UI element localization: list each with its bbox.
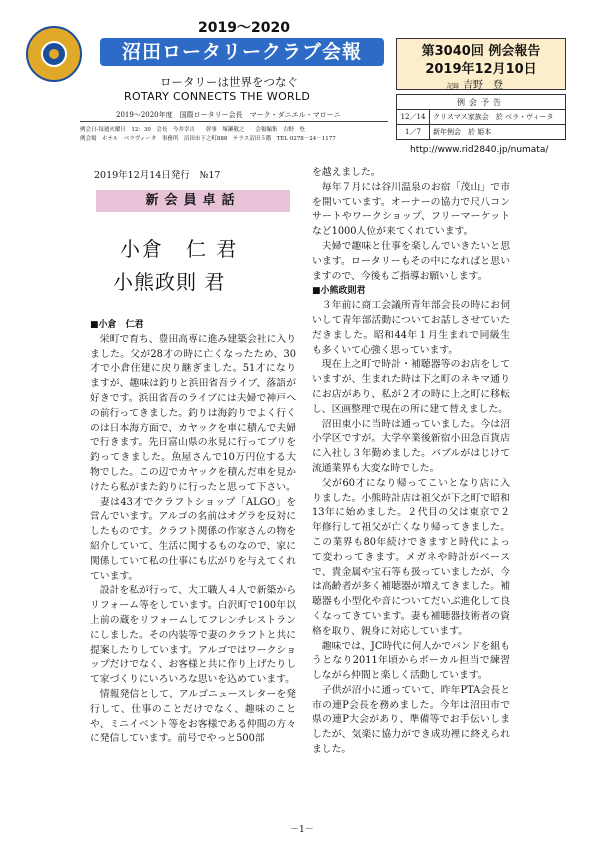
schedule-row: 1／7 新年例会 於 姫本 (397, 125, 566, 140)
club-name-banner: 沼田ロータリークラブ会報 (100, 38, 384, 66)
header-divider (80, 121, 388, 122)
article-column-2 (312, 166, 510, 758)
article-column-1 (90, 318, 296, 747)
speaker-name-1: 小倉 仁 君 (120, 237, 239, 261)
paragraph: 趣味では、JC時代に何人かでバンドを組もうとなり2011年頃からボーカル担当で練習しながら仲間と楽しく活動しています。 (312, 640, 510, 682)
slogan-ja: ロータリーは世界をつなぐ (160, 75, 298, 89)
paragraph: 現在上之町で時計・補聴器等のお店をしていますが、生まれた時は下之町のネキマ通りにお店があり、私が２才の時に上之町に移転し、区画整理で現在の所に建て替えました。 (312, 359, 510, 415)
paragraph: 栄町で育ち、豊田高専に進み建築会社に入りました。父が28才の時に亡くなったため、30才で小倉住建に戻り継ぎました。51才になりますが、趣味は釣りと浜田省吾ライブ、落語が好きです。浜田省吾のライブには夫婦で神戸への前行ってきました。釣りは海釣りでよく行くのは日本海方面で、カヤックを車に積んで夫婦で行きます。先日富山県の氷見に行ってブリを釣ってきました。魚屋さんで10万円位する大物でした。この辺でカヤックを積んだ車を見かけたら私がまた釣りに行ったと思って下さい。 (90, 333, 296, 493)
schedule-heading: 例会予告 (397, 95, 566, 110)
paragraph: 毎年７月には谷川温泉のお宿「茂山」で市を開いています。オーナーの協力で尺八コンサートやワークショップ、フリーマーケットなど1000人位が来てくれています。 (312, 181, 510, 238)
meeting-report-box (396, 38, 566, 90)
speaker-name-2: 小熊政則 君 (113, 270, 226, 294)
meeting-date: 2019年12月10日 (425, 62, 537, 77)
paragraph: 情報発信として、アルゴニュースレターを発行して、仕事のことだけでなく、趣味のことや、ミニイベント等をお客様である仲間の方々に発信しています。前号でやっと500部 (90, 688, 296, 745)
paragraph: 沼田東小に当時は通っていました。今は沼小学区ですが。大学卒業後新宿小田急百貨店に入社し３年勤めました。バブルがはじけて流通業界も大変な時でした。 (312, 418, 510, 474)
page-number: －1－ (290, 825, 314, 835)
year-range: 2019～2020 (198, 20, 290, 36)
paragraph: 設計を私が行って、大工職人４人で新築からリフォーム等をしています。白沢町で100年以上前の蔵をリフォームしてフレンチレストランにしました。その内装等で妻のクラフトと共に提案したりしています。アルゴではワークショップだけでなく、お客様と共に作り上げたりして家づくりにいろいろな思いを込めています。 (90, 585, 296, 686)
schedule-row: 12／14 クリスマス家族会 於 ベラ・ヴィータ (397, 110, 566, 125)
section-title: 新会員卓話 (96, 190, 290, 212)
paragraph: ３年前に商工会議所青年部会長の時にお伺いして青年部活動についてお話しさせていただきました。昭和44年１月生まれで同級生も多くいて心強く思っています。 (312, 300, 510, 356)
recorder: 記録 吉野 登 (447, 80, 504, 91)
club-info-line-2: 例会場 ホテル ベラヴィータ 事務所 沼田市下之町888 テラス沼田５階 TEL 0278－24－1177 (80, 136, 336, 142)
paragraph: 夫婦で趣味と仕事を楽しんでいきたいと思います。ロータリーもその中になればと思いますので、今後もご指導お願いします。 (312, 240, 510, 282)
meeting-schedule (396, 94, 566, 140)
speaker-heading: ■小倉 仁君 (90, 320, 144, 330)
president-line: 2019～2020年度 国際ロータリー会長 マーク・ダニエル・マローニ (116, 111, 341, 119)
rotary-logo (26, 26, 82, 82)
paragraph: 父が60才になり帰ってこいとなり店に入りました。小熊時計店は祖父が下之町で昭和13年に始めました。２代目の父は東京で２年修行して祖父が亡くなり帰ってきました。この業界も80年続けできますと時代によって変わってきます。メガネや時計がベースで、貴金属や宝石等も扱っていましたが、今は高齢者が多く補聴器が増えてきました。補聴器も小型化や音についてだいぶ進化して良くなってきています。妻も補聴器技術者の資格を取り、親身に対応しています。 (312, 477, 510, 637)
meeting-number: 第3040回 例会報告 (421, 44, 541, 59)
paragraph: を越えました。 (312, 167, 381, 178)
club-info-line-1: 例会日-毎週火曜日 12：30 会長 今井幸吉 幹事 塚瀬敬之 会報編集 吉野 登 (80, 127, 305, 133)
paragraph: 妻は43才でクラフトショップ「ALGO」を営んでいます。アルゴの名前はオグラを反対にしたものです。クラフト関係の作家さんの物を紹介していて、生活に関するものなので、家に関係していて私の仕事にも広がりを与えてくれています。 (90, 496, 296, 582)
slogan-en: ROTARY CONNECTS THE WORLD (124, 90, 311, 103)
issue-line: 2019年12月14日発行 №17 (94, 170, 221, 181)
paragraph: 子供が沼小に通っていて、昨年PTA会長と市の連P会長を務めました。今年は沼田市で県の連P大会があり、準備等でお手伝いしましたが、気楽に協力ができ成功裡に終えられました。 (312, 684, 510, 756)
club-website-link[interactable]: http://www.rid2840.jp/numata/ (410, 145, 549, 155)
speaker-heading: ■小熊政則君 (312, 286, 366, 297)
